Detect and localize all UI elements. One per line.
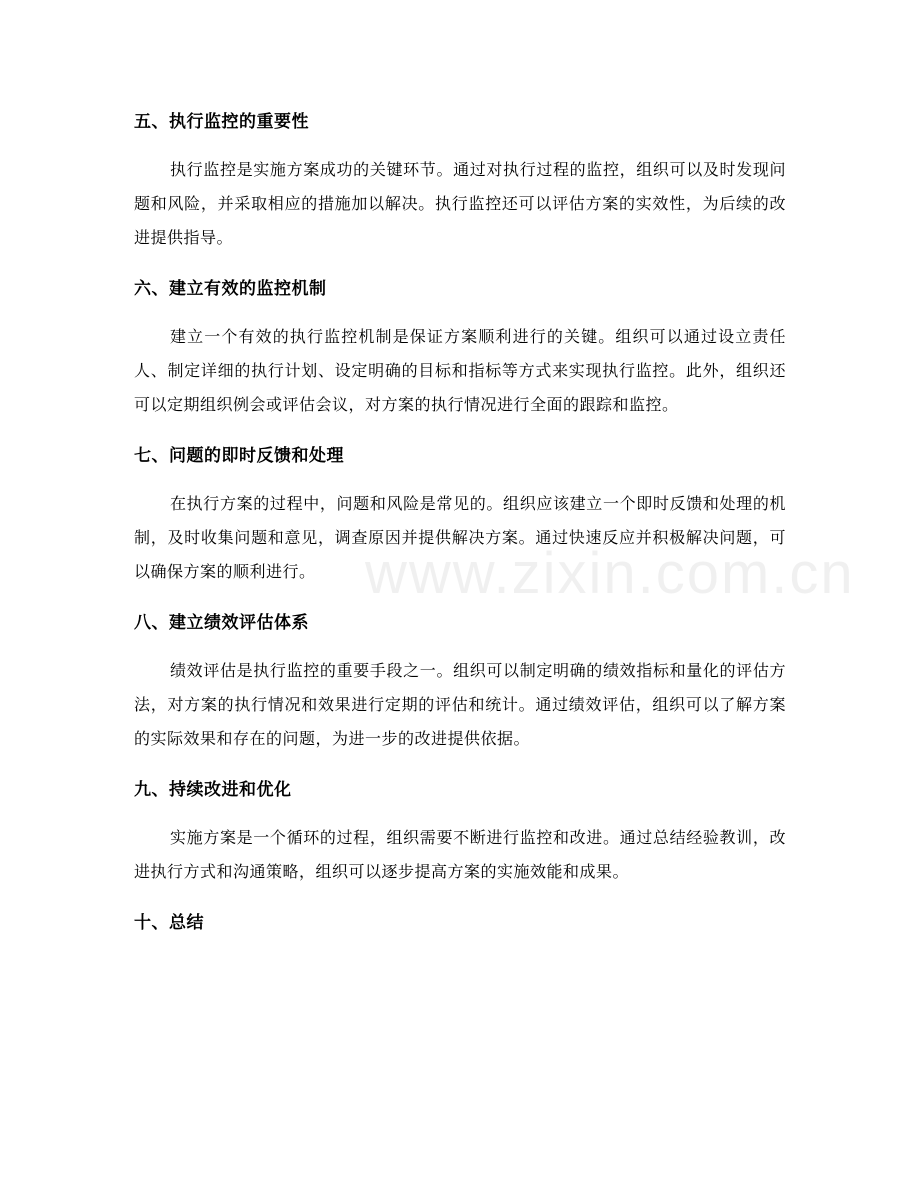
section-heading: 七、问题的即时反馈和处理 (134, 446, 344, 466)
section-paragraph: 执行监控是实施方案成功的关键环节。通过对执行过程的监控，组织可以及时发现问题和风险，并采取相应的措施加以解决。执行监控还可以评估方案的实效性，为后续的改进提供指导。 (134, 160, 786, 247)
section-paragraph: 实施方案是一个循环的过程，组织需要不断进行监控和改进。通过总结经验教训，改进执行方式和沟通策略，组织可以逐步提高方案的实施效能和成果。 (134, 828, 786, 881)
section-7 (134, 438, 786, 589)
section-paragraph: 绩效评估是执行监控的重要手段之一。组织可以制定明确的绩效指标和量化的评估方法，对方案的执行情况和效果进行定期的评估和统计。通过绩效评估，组织可以了解方案的实际效果和存在的问题，为进一步的改进提供依据。 (134, 661, 786, 748)
document-body (134, 104, 786, 941)
watermark: www.zixin.com.cn (365, 541, 855, 606)
section-9 (134, 772, 786, 889)
section-heading: 六、建立有效的监控机制 (134, 279, 327, 299)
section-heading: 九、持续改进和优化 (134, 780, 292, 800)
section-heading: 八、建立绩效评估体系 (134, 613, 309, 633)
section-heading: 十、总结 (134, 913, 204, 933)
section-paragraph: 在执行方案的过程中，问题和风险是常见的。组织应该建立一个即时反馈和处理的机制，及时收集问题和意见，调查原因并提供解决方案。通过快速反应并积极解决问题，可以确保方案的顺利进行。 (134, 494, 786, 581)
section-paragraph: 建立一个有效的执行监控机制是保证方案顺利进行的关键。组织可以通过设立责任人、制定详细的执行计划、设定明确的目标和指标等方式来实现执行监控。此外，组织还可以定期组织例会或评估会议，对方案的执行情况进行全面的跟踪和监控。 (134, 327, 786, 414)
section-10 (134, 905, 786, 941)
section-6 (134, 271, 786, 422)
section-8 (134, 605, 786, 756)
section-heading: 五、执行监控的重要性 (134, 112, 309, 132)
section-5 (134, 104, 786, 255)
